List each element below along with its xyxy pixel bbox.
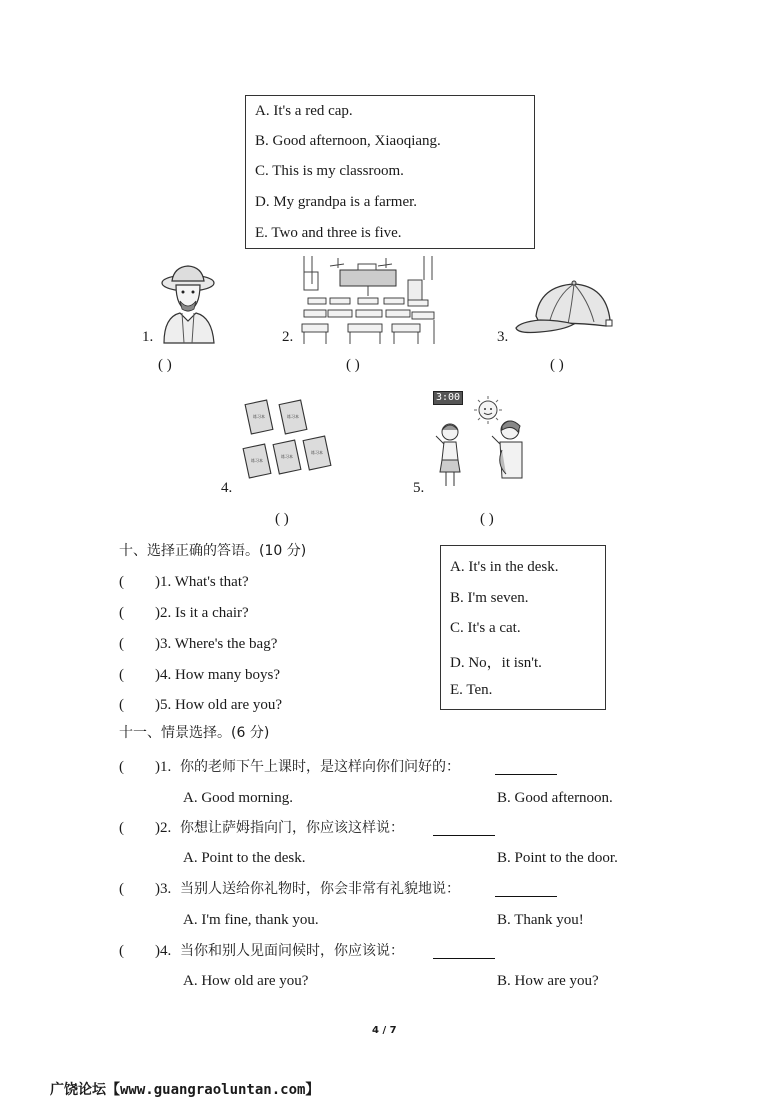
question-number: )1. bbox=[155, 759, 172, 775]
section10-title bbox=[119, 542, 306, 560]
sun-icon bbox=[474, 396, 502, 424]
answer-line[interactable] bbox=[433, 834, 495, 836]
option-b: B. Point to the door. bbox=[497, 850, 618, 866]
answer-paren-open[interactable]: ( bbox=[119, 943, 124, 959]
section10-options-box bbox=[440, 545, 606, 710]
farmer-grandpa-picture bbox=[158, 263, 218, 343]
section10-option-b: B. I'm seven. bbox=[450, 590, 529, 606]
notebook-label: 练习本 bbox=[251, 458, 263, 463]
notebook-label: 练习本 bbox=[311, 450, 323, 455]
classroom-picture bbox=[300, 254, 436, 344]
question-text: )3. Where's the bag? bbox=[155, 636, 278, 652]
five-notebooks-picture bbox=[242, 398, 338, 484]
answer-line[interactable] bbox=[495, 895, 557, 897]
section11-question-2 bbox=[119, 819, 404, 837]
section10-question-2 bbox=[119, 604, 419, 622]
option-b: B. How are you? bbox=[497, 973, 599, 989]
section11-title bbox=[119, 724, 269, 742]
question-number: )2. bbox=[155, 820, 172, 836]
picture-number-3: 3. bbox=[497, 329, 509, 345]
picture-number-1: 1. bbox=[142, 329, 154, 345]
picture-number-2: 2. bbox=[282, 329, 294, 345]
question-number: )4. bbox=[155, 943, 172, 959]
answer-paren-open[interactable]: ( bbox=[119, 697, 124, 713]
answer-paren-open[interactable]: ( bbox=[119, 605, 124, 621]
question-text: 当你和别人见面问候时，你应该说： bbox=[180, 943, 404, 959]
section10-option-e: E. Ten. bbox=[450, 682, 493, 698]
section11-question-3 bbox=[119, 880, 460, 898]
section10-question-3 bbox=[119, 635, 419, 653]
question-text: 你想让萨姆指向门，你应该这样说： bbox=[180, 820, 404, 836]
boy-figure bbox=[492, 421, 522, 478]
answer-paren-open[interactable]: ( bbox=[119, 636, 124, 652]
question-text: )2. Is it a chair? bbox=[155, 605, 249, 621]
option-a: A. Good morning. bbox=[183, 790, 293, 806]
footer-site-label: 广饶论坛【www.guangraoluntan.com】 bbox=[50, 1082, 320, 1098]
section10-question-1 bbox=[119, 573, 419, 591]
answer-line[interactable] bbox=[433, 957, 495, 959]
question-text: )4. How many boys? bbox=[155, 667, 280, 683]
matching-option-c: C. This is my classroom. bbox=[255, 163, 404, 179]
option-a: A. Point to the desk. bbox=[183, 850, 306, 866]
option-a: A. How old are you? bbox=[183, 973, 309, 989]
question-text: 你的老师下午上课时，是这样向你们问好的： bbox=[180, 759, 460, 775]
section10-question-4 bbox=[119, 666, 419, 684]
girl-figure bbox=[436, 424, 460, 486]
section11-question-1 bbox=[119, 758, 460, 776]
matching-option-a: A. It's a red cap. bbox=[255, 103, 353, 119]
section10-option-d: D. No，it isn't. bbox=[450, 655, 542, 671]
notebook-label: 练习本 bbox=[281, 454, 293, 459]
answer-paren-open[interactable]: ( bbox=[119, 820, 124, 836]
section11-title-text: 十一、情景选择。(6 分) bbox=[119, 725, 270, 741]
question-text: )1. What's that? bbox=[155, 574, 249, 590]
answer-line[interactable] bbox=[495, 773, 557, 775]
section10-option-a: A. It's in the desk. bbox=[450, 559, 559, 575]
section10-option-c: C. It's a cat. bbox=[450, 620, 521, 636]
option-b: B. Good afternoon. bbox=[497, 790, 613, 806]
clock-display: 3:00 bbox=[433, 391, 463, 405]
question-text: )5. How old are you? bbox=[155, 697, 283, 713]
matching-option-e: E. Two and three is five. bbox=[255, 225, 402, 241]
option-b: B. Thank you! bbox=[497, 912, 584, 928]
answer-paren-open[interactable]: ( bbox=[119, 881, 124, 897]
notebook-label: 练习本 bbox=[287, 414, 299, 419]
question-text: 当别人送给你礼物时，你会非常有礼貌地说： bbox=[180, 881, 460, 897]
cap-picture bbox=[514, 280, 614, 340]
answer-blank-2[interactable]: ( ) bbox=[346, 357, 360, 373]
notebook-label: 练习本 bbox=[253, 414, 265, 419]
answer-paren-open[interactable]: ( bbox=[119, 574, 124, 590]
matching-option-d: D. My grandpa is a farmer. bbox=[255, 194, 418, 210]
answer-blank-5[interactable]: ( ) bbox=[480, 511, 494, 527]
question-number: )3. bbox=[155, 881, 172, 897]
section11-question-4 bbox=[119, 942, 404, 960]
answer-paren-open[interactable]: ( bbox=[119, 759, 124, 775]
picture-number-4: 4. bbox=[221, 480, 233, 496]
page-number: 4 / 7 bbox=[372, 1025, 397, 1036]
option-a: A. I'm fine, thank you. bbox=[183, 912, 319, 928]
afternoon-greeting-picture bbox=[430, 390, 530, 488]
section10-title-text: 十、选择正确的答语。(10 分) bbox=[119, 543, 307, 559]
picture-number-5: 5. bbox=[413, 480, 425, 496]
answer-paren-open[interactable]: ( bbox=[119, 667, 124, 683]
answer-blank-4[interactable]: ( ) bbox=[275, 511, 289, 527]
matching-option-b: B. Good afternoon, Xiaoqiang. bbox=[255, 133, 441, 149]
answer-blank-3[interactable]: ( ) bbox=[550, 357, 564, 373]
answer-blank-1[interactable]: ( ) bbox=[158, 357, 172, 373]
matching-options-box bbox=[245, 95, 535, 249]
section10-question-5 bbox=[119, 696, 419, 714]
